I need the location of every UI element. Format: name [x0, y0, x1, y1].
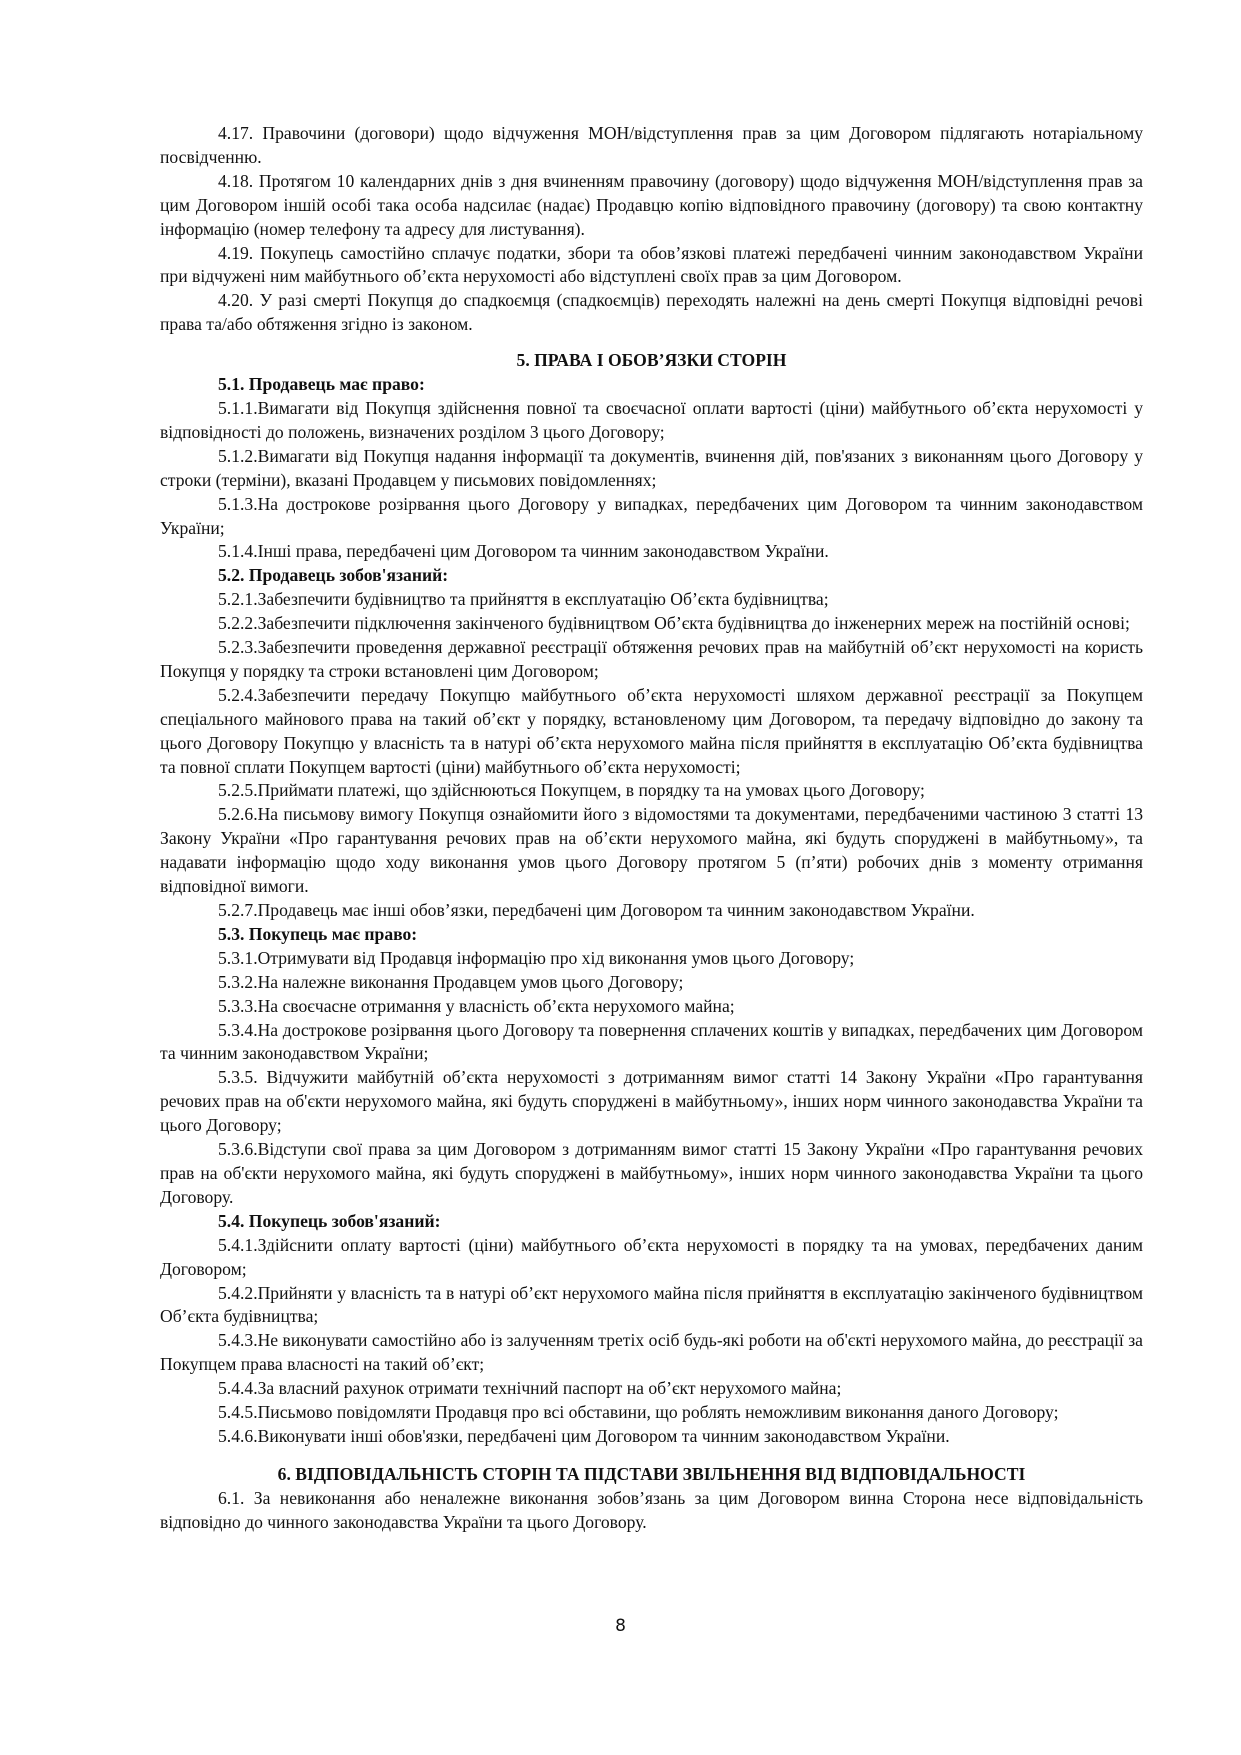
section-spacer — [160, 337, 1143, 349]
clause-paragraph: 5.3.6.Відступи свої права за цим Договором з дотриманням вимог статті 15 Закону України «Про гарантування речових прав на об'єкти нерухомого майна, які будуть споруджені в майбутньому», інших норм чинного законодавства України та цього Договору. — [160, 1139, 1143, 1207]
clause-paragraph: 5.2.1.Забезпечити будівництво та прийняття в експлуатацію Об’єкта будівництва; — [218, 589, 829, 610]
section-heading: 5. ПРАВА І ОБОВ’ЯЗКИ СТОРІН — [516, 350, 787, 371]
clause-paragraph: 5.2.4.Забезпечити передачу Покупцю майбутнього об’єкта нерухомості шляхом державної реєстрації за Покупцем спеціального майнового права на такий об’єкт у порядку, встановленому цим Договором, та передачу відповідно до закону та цього Договору Покупцю у власність та в натурі об’єкта нерухомого майна після прийняття в експлуатацію Об’єкта будівництва та повної сплати Покупцем вартості (ціни) майбутнього об’єкта нерухомості; — [160, 684, 1143, 777]
clause-paragraph: 5.4.5.Письмово повідомляти Продавця про всі обставини, що роблять неможливим виконання даного Договору; — [218, 1402, 1059, 1423]
clause-paragraph: 5.3.1.Отримувати від Продавця інформацію про хід виконання умов цього Договору; — [218, 947, 855, 968]
clause-paragraph: 5.1.1.Вимагати від Покупця здійснення повної та своєчасної оплати вартості (ціни) майбутнього об’єкта нерухомості у відповідності до положень, визначених розділом 3 цього Договору; — [160, 397, 1143, 442]
subsection-heading: 5.4. Покупець зобов'язаний: — [218, 1210, 441, 1231]
clause-paragraph: 5.3.5. Відчужити майбутній об’єкта нерухомості з дотриманням вимог статті 14 Закону України «Про гарантування речових прав на об'єкти нерухомого майна, які будуть споруджені в майбутньому», інших норм чинного законодавства України та цього Договору; — [160, 1067, 1143, 1136]
clause-paragraph: 5.3.3.На своєчасне отримання у власність об’єкта нерухомого майна; — [218, 995, 735, 1016]
clause-paragraph: 5.4.3.Не виконувати самостійно або із залученням третіх осіб будь-які роботи на об'єкті нерухомого майна, до реєстрації за Покупцем права власності на такий об’єкт; — [160, 1330, 1143, 1375]
clause-paragraph: 4.19. Покупець самостійно сплачує податки, збори та обов’язкові платежі передбачені чинним законодавством України при відчужені ним майбутнього об’єкта нерухомості або відступлені своїх прав за цим Договором. — [160, 242, 1143, 287]
subsection-heading: 5.3. Покупець має право: — [218, 923, 418, 944]
section-heading: 6. ВІДПОВІДАЛЬНІСТЬ СТОРІН ТА ПІДСТАВИ ЗВІЛЬНЕННЯ ВІД ВІДПОВІДАЛЬНОСТІ — [277, 1463, 1026, 1484]
clause-paragraph: 5.1.4.Інші права, передбачені цим Договором та чинним законодавством України. — [218, 541, 829, 562]
clause-paragraph: 5.4.1.Здійснити оплату вартості (ціни) майбутнього об’єкта нерухомості в порядку та на умовах, передбачених даним Договором; — [160, 1234, 1143, 1279]
section-spacer — [160, 1449, 1143, 1463]
clause-paragraph: 5.2.6.На письмову вимогу Покупця ознайомити його з відомостями та документами, передбаченими частиною 3 статті 13 Закону України «Про гарантування речових прав на об’єкти нерухомого майна, які будуть споруджені в майбутньому», та надавати інформацію щодо ходу виконання умов цього Договору протягом 5 (п’яти) робочих днів з моменту отримання відповідної вимоги. — [160, 804, 1143, 897]
clause-paragraph: 5.2.7.Продавець має інші обов’язки, передбачені цим Договором та чинним законодавством України. — [218, 900, 975, 920]
clause-paragraph: 5.3.2.На належне виконання Продавцем умов цього Договору; — [218, 971, 684, 992]
page-number: 8 — [615, 1616, 626, 1636]
subsection-heading: 5.1. Продавець має право: — [218, 374, 425, 395]
clause-paragraph: 5.2.3.Забезпечити проведення державної реєстрації обтяження речових прав на майбутній об’єкт нерухомості на користь Покупця у порядку та строки встановлені цим Договором; — [160, 637, 1143, 681]
clause-paragraph: 5.2.2.Забезпечити підключення закінченого будівництвом Об’єкта будівництва до інженерних мереж на постійній основі; — [218, 613, 1130, 634]
clause-paragraph: 5.4.2.Прийняти у власність та в натурі об’єкт нерухомого майна після прийняття в експлуатацію закінченого будівництвом Об’єкта будівництва; — [160, 1282, 1143, 1327]
clause-paragraph: 6.1. За невиконання або неналежне виконання зобов’язань за цим Договором винна Сторона несе відповідальність відповідно до чинного законодавства України та цього Договору. — [160, 1487, 1143, 1532]
clause-paragraph: 4.18. Протягом 10 календарних днів з дня вчиненням правочину (договору) щодо відчуження МОН/відступлення прав за цим Договором іншій особі така особа надсилає (надає) Продавцю копію відповідного правочину (договору) та свою контактну інформацію (номер телефону та адресу для листування). — [160, 170, 1143, 239]
document-page — [160, 122, 1143, 1535]
clause-paragraph: 4.17. Правочини (договори) щодо відчуження МОН/відступлення прав за цим Договором підлягають нотаріальному посвідченню. — [160, 123, 1143, 167]
clause-paragraph: 5.4.6.Виконувати інші обов'язки, передбачені цим Договором та чинним законодавством України. — [218, 1425, 950, 1446]
clause-paragraph: 5.4.4.За власний рахунок отримати технічний паспорт на об’єкт нерухомого майна; — [218, 1378, 842, 1399]
clause-paragraph: 5.3.4.На дострокове розірвання цього Договору та повернення сплачених коштів у випадках, передбачених цим Договором та чинним законодавством України; — [160, 1019, 1143, 1064]
clause-paragraph: 5.1.2.Вимагати від Покупця надання інформації та документів, вчинення дій, пов'язаних з виконанням цього Договору у строки (терміни), вказані Продавцем у письмових повідомленнях; — [160, 445, 1143, 490]
clause-paragraph: 4.20. У разі смерті Покупця до спадкоємця (спадкоємців) переходять належні на день смерті Покупця відповідні речові права та/або обтяження згідно із законом. — [160, 290, 1143, 335]
clause-paragraph: 5.1.3.На дострокове розірвання цього Договору у випадках, передбачених цим Договором та чинним законодавством України; — [160, 493, 1143, 538]
subsection-heading: 5.2. Продавець зобов'язаний: — [218, 565, 449, 586]
clause-paragraph: 5.2.5.Приймати платежі, що здійснюються Покупцем, в порядку та на умовах цього Договору; — [218, 780, 925, 801]
